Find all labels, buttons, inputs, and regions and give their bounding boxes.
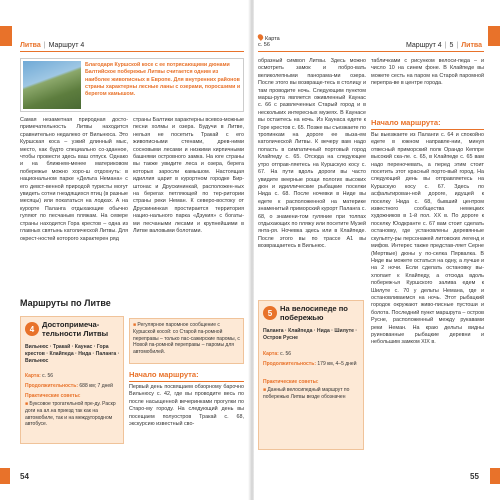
route-5-length-label: Продолжительность:: [263, 361, 316, 367]
header-chapter: Маршрут 4: [48, 41, 85, 49]
route-4-number: 4: [25, 322, 39, 336]
route-5-tips-label: Практические советы:: [263, 379, 319, 385]
route-4-length-value: 688 км; 7 дней: [79, 383, 113, 389]
bullet-icon: ■: [263, 387, 268, 393]
start-rule: [129, 381, 244, 382]
route-4-start-title: Начало маршрута:: [129, 370, 199, 379]
left-edge-tab: [0, 26, 12, 46]
route-5-title: На велосипеде по побережью: [280, 304, 348, 322]
route-4-box: [20, 316, 124, 444]
page-number-left: 54: [20, 472, 29, 481]
route-4-title: Достопримеча-тельности Литвы: [42, 320, 109, 338]
route-5-box: [258, 300, 364, 450]
right-column-2-top: табличками с рисунком велоси-педа – и число 10 на синем фоне. В Клайпеде вы можете сесть на паром на Старой паромной перепра-ве в центре города.: [371, 58, 484, 87]
right-column-1: образный символ Литвы. Здесь можно осмотреть замок и побро-вать великолепными панорама-ми озера. После этого вы возвраще-тесь в столицу и там проводите ночь. Следующим пунктом марш-рута является оживленный Каунас с. 66 с развлеченных Старый город и в нескольких интересных музеях. В Каунасе вы остаетесь на ночь. Из Каунаса едете к Горе крестов с. 65. Позже вы съезжаете по тропинкам на дороге ее выза-ем католической Литвы. К вечеру вам надо попасть в симпатичный портовый город Клайпеду с. 65. Отсюда на следующее утро отправ-ляетесь на Куршскую косу с. 67. На пути вдоль дороги вы часто увидите веерные рощи пологих высоких дюн и идиллические рыбацкие поселки Нида с. 68. После ночевки в Ниде вы едете к расположенной на материке знаменитый приморский курорт Паланга с. 68, о знамени-том гуляние при толпах отдыхающих по пляжу или посетите Музей янта-ря. Ночевка здесь или в Клайпеде. После этого вы по трассе А1 вы возвращаетесь в Вильнюс.: [258, 58, 366, 250]
header-section: Литва: [20, 41, 41, 49]
route-5-stops: Паланга · Клайпеда · Нида · Шилуте · Остров Русне: [263, 328, 358, 341]
map-pin-icon: [257, 33, 265, 41]
route-4-tips-label: Практические советы:: [25, 393, 81, 399]
right-page: [254, 0, 500, 500]
left-bottom-tab: [0, 468, 10, 484]
right-running-header: Маршрут 4 | 5 | Литва: [406, 41, 482, 49]
intro-text: Благодаря Куршской косе с ее потрясающими дюнами Балтийское побережье Литвы считается одним из наиболее живописных в Европе. Для внутренних районов страны характерны лесные ланы с озерами, поросшими и берегом камышом.: [85, 62, 241, 98]
route-4-length: [25, 383, 121, 390]
right-edge-tab: [488, 26, 500, 46]
route-4-length-label: Продолжительность:: [25, 383, 78, 389]
left-column-1: Самая незаметная природная досто-примечательность Литвы находится сравнительно недалеко от Вильнюса. Это Куршская коса – узкий длинный мыс, место, как будто специально со-зданное, чтобы провести здесь ваш отпуск. Однако и на ближнем-менее материковом побережье можно хоро-ш отдохнуть: в национальном парке «Дельта Немана» с его девст-венной природой туристы могут увидеть сотни гнездящихся птиц (в разные месяцы) или покататься на лодках. А на курорте Паланга отдыхающие обычно гуляют по песчаным пляжам. На севере страны находится Гора крестов – одна из главных святынь католической Литвы. Для окрест-ностей которого характерен ряд: [20, 117, 128, 242]
route-4-map-label: Карта:: [25, 373, 41, 379]
page-number-right: 55: [470, 472, 479, 481]
route-5-start-title: Начало маршрута:: [371, 118, 441, 127]
route-5-number: 5: [263, 306, 277, 320]
intro-box: [20, 58, 244, 112]
intro-photo: [23, 61, 81, 109]
route-4-stops: Вильнюс · Тракай · Каунас · Гора крестов · Клайпеда · Нида · Паланга · Вильнюс: [25, 344, 120, 364]
right-bottom-tab: [490, 468, 500, 484]
route-4-map-value: с. 56: [42, 373, 54, 379]
header-rule: [20, 51, 244, 52]
route-5-length-value: 179 км, 4–5 дней: [317, 361, 357, 367]
header-route-number: 5: [449, 41, 454, 49]
route-4-map: [25, 373, 121, 380]
routes-title: Маршруты по Литве: [20, 298, 111, 308]
header-chapter: Маршрут 4: [406, 41, 442, 49]
ferry-info-box: ■ Регулярное паромное сообщение с Куршской косой: со Старой па-ромной переправы – только пас-сажирские паромы, с Новой па-ромной переправы – паромы для автомобилей.: [129, 318, 244, 364]
route-5-map: [263, 351, 361, 358]
left-column-2: страны Балтики характерны всевоз-можные песни холмы и озера. Будучи в Литве, нельзя не посетить Тракай с его живописными стенами, древ-ними сосновыми лесами и низкими кирпичными башнями островного замка. На юге страны вы также увидите леса и озера, берега которых заросли камышом. Настоящая идиллия царит в курортном городке Бир-штонас и Друскининкай, расположен-ных на берегах петляющей по тер-ритории страны реки Неман. К северо-востоку от Друскининкая простирается территория нацио-нального парка «Дзукия» с богаты-ми песчаными лесами и крупнейшими в Литве валовыми болотами.: [133, 117, 244, 235]
start-rule: [371, 129, 484, 130]
route-5-map-value: с. 56: [280, 351, 292, 357]
route-5-length: [263, 361, 361, 368]
map-page: с. 56: [258, 42, 270, 48]
header-country: Литва: [461, 41, 482, 49]
bullet-icon: ■: [133, 322, 138, 328]
bullet-icon: ■: [25, 401, 30, 407]
route-5-tips: ■ Данный велосипедный маршрут по побережью Литвы везде обозначен: [263, 387, 350, 400]
right-map-ref: Карта с. 56: [258, 34, 280, 52]
header-rule: [258, 51, 484, 52]
route-4-tips: ■ Буксовое трогательной пре-ду. Раскр доги на ал.на приезд так как на автомобиле, так и на междугородном автобусе.: [25, 401, 116, 428]
route-5-map-label: Карта:: [263, 351, 279, 357]
right-column-2: Вы выезжаете из Паланги с. 64 и спокойно едете в южном направле-нии, минуя отвесный приморский полк Орандо Кеппре высокий ска-ле. с. 65, в Клайпеде с. 65 вам надо переночевать, а перед этим стоит посетить этот красный порто-вый город. На следующий день вы отправляетесь на Куршскую косу с. 67. Здесь по асфальтирован-ной дороге, идущей к поселку Нида с. 68, бывший центром известного сообщества немецких художников в 1-й пол. XX в. По дороге к поселку Юодкранте с. 67 вам стоит сделать остановку, где установлены деревянные скульпту-ры персонажей литовских легенд и мифов. Интерес также представ-ляет Серне (Мертвые) дюны у по-селка Пярвалка. В Ниде вы можете остаться на одну, а лучше и на 2 ночи. Если сделать остановку вы-хлопает к Клайпеду, а отсюда вдоль побереж-ья Куршского залива едем к Шилуте с. 70 у дельты Немана, где и остановливаемся на ночь. Этот рыбацкий городок окружают живо-писные пустоши и болота. Последний пункт маршрута – остров Русне, расположенный между рукавами реки Неман. На краю дельты видны руинованные рыбацкие деревни и небольшим замком XIX в.: [371, 132, 484, 346]
route-4-start-text: Первый день посвящаем обзорному барочно Вильнюсу с. 42, где вы проводите весь по после насыщенной вечеринками прогулки по Старо-му городу. На следующий день вы посещаем полуостров Тракай с. 68, экскурсию известный сво-: [129, 384, 244, 428]
left-running-header: Литва | Маршрут 4: [20, 41, 85, 49]
